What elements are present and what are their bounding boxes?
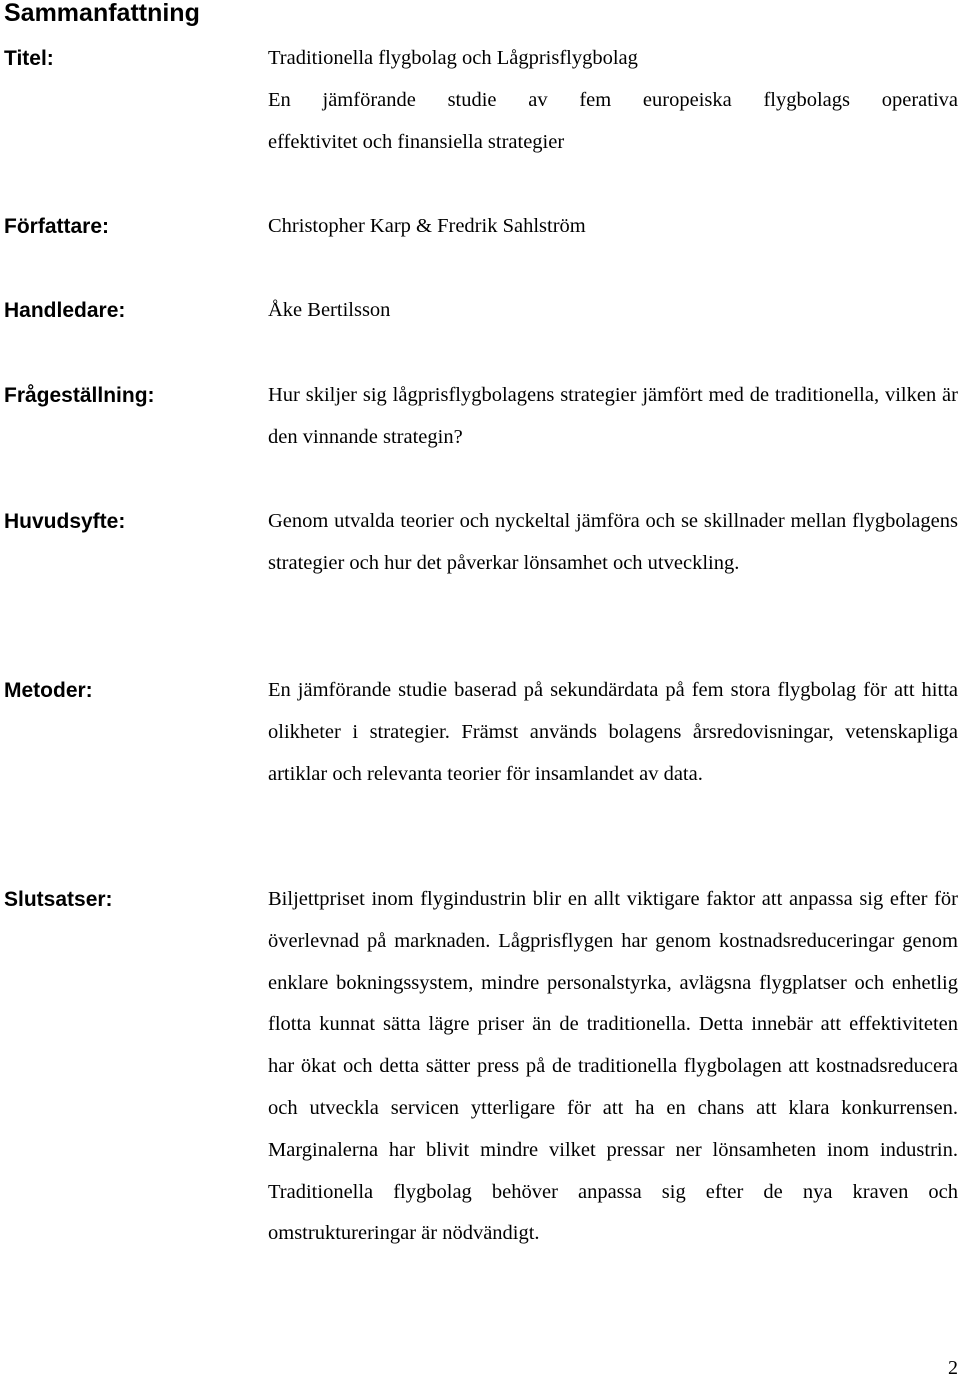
titel-line-3: effektivitet och finansiella strategier xyxy=(268,130,565,153)
slutsatser-value: Biljettpriset inom flygindustrin blir en allt viktigare faktor att anpassa sig efter för överlevnad på marknaden. Lågprisflygen har genom kostnadsreduceringar genom enklare bokningssystem, mindre personalstyrka, avlägsna flygplatser och enhetlig flotta kunnat sätta lägre priser än de traditionella. Detta innebär att effektiviteten har ökat och detta sätter press på de traditionella flygbolagen att kostnadsreducera och utveckla servicen ytterligare för att ha en chans att klara konkurrensen. Marginalerna har blivit mindre vilket pressar ner lönsamheten inom industrin. Traditionella flygbolag behöver anpassa sig efter de nya kraven och omstruktureringar är nödvändigt. xyxy=(268,888,958,1245)
page-title: Sammanfattning xyxy=(4,0,200,27)
titel-label: Titel: xyxy=(4,47,54,70)
slutsatser-label: Slutsatser: xyxy=(4,888,113,911)
titel-value xyxy=(268,38,958,163)
titel-line-2: En jämförande studie av fem europeiska flygbolags operativa xyxy=(268,88,958,111)
page-number: 2 xyxy=(948,1357,958,1379)
handledare-label: Handledare: xyxy=(4,299,126,322)
titel-line-1: Traditionella flygbolag och Lågprisflygbolag xyxy=(268,47,638,69)
huvudsyfte-label: Huvudsyfte: xyxy=(4,510,126,533)
forfattare-value: Christopher Karp & Fredrik Sahlström xyxy=(268,215,586,237)
metoder-value: En jämförande studie baserad på sekundärdata på fem stora flygbolag för att hitta olikheter i strategier. Främst används bolagens årsredovisningar, vetenskapliga artiklar och relevanta teorier för insamlandet av data. xyxy=(268,679,958,785)
handledare-value: Åke Bertilsson xyxy=(268,299,391,321)
fragestallning-value: Hur skiljer sig lågprisflygbolagens strategier jämfört med de traditionella, vilken är den vinnande strategin? xyxy=(268,384,958,448)
forfattare-label: Författare: xyxy=(4,215,110,238)
fragestallning-label: Frågeställning: xyxy=(4,384,155,407)
huvudsyfte-value: Genom utvalda teorier och nyckeltal jämföra och se skillnader mellan flygbolagens strategier och hur det påverkar lönsamhet och utveckling. xyxy=(268,510,958,574)
metoder-label: Metoder: xyxy=(4,679,93,702)
